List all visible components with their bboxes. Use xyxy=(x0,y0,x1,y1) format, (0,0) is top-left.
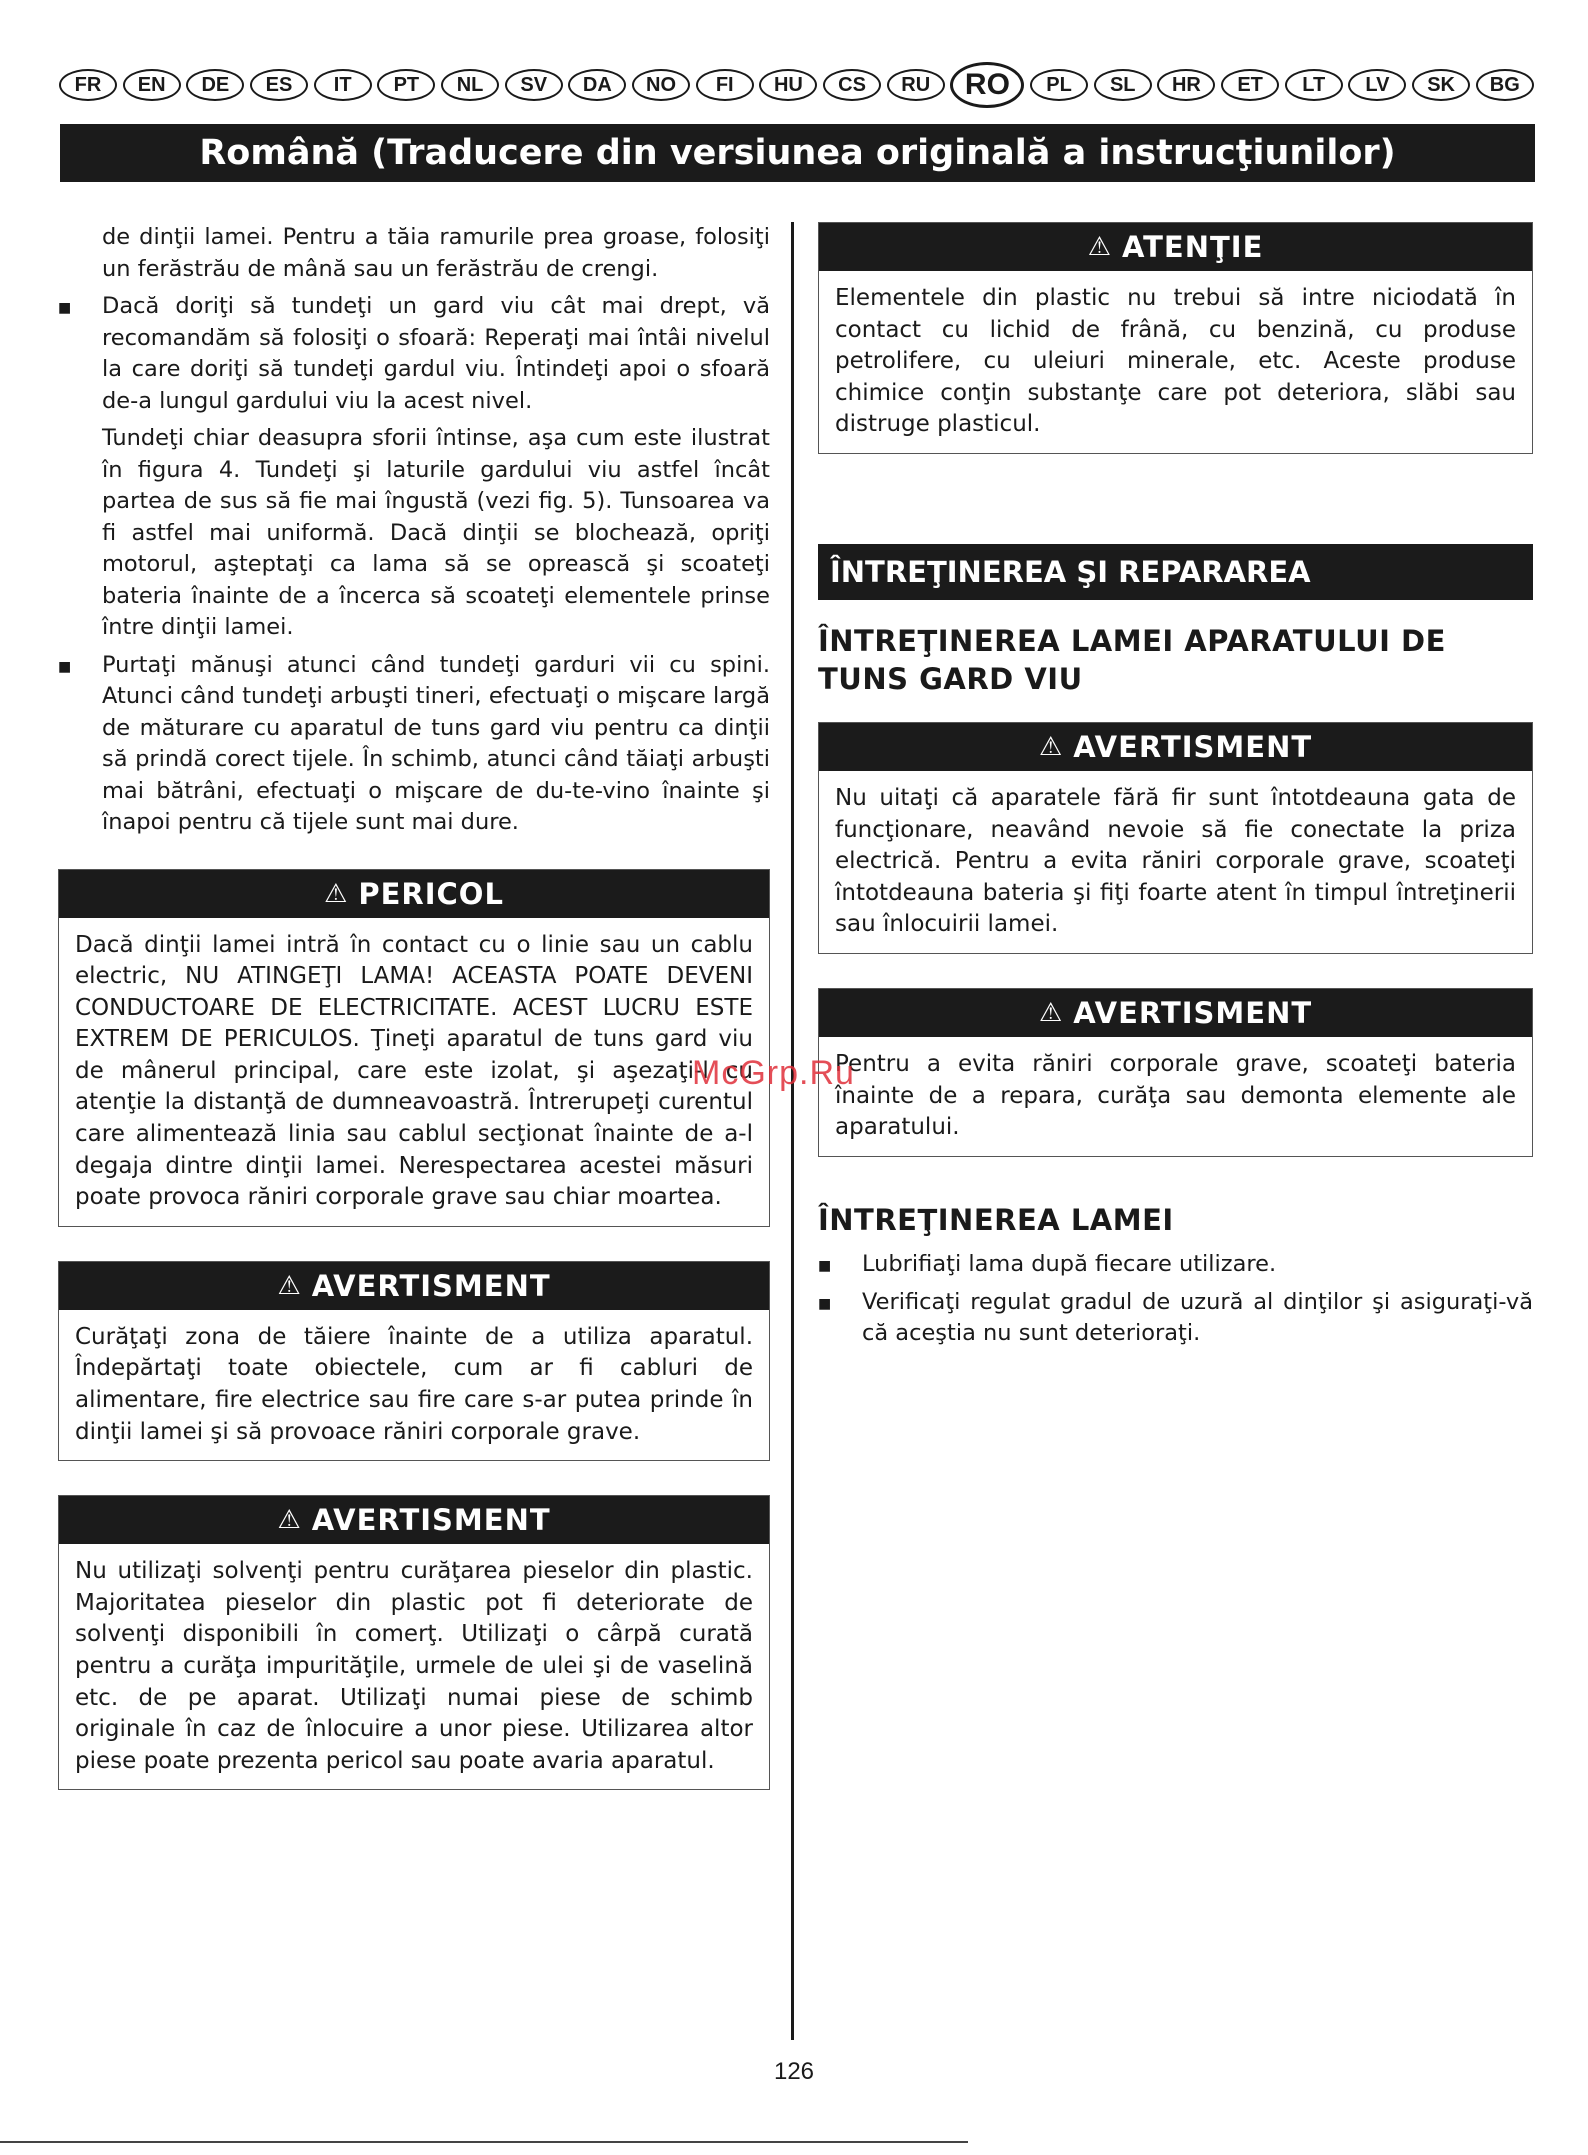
warning-box xyxy=(58,1261,770,1461)
language-tab-no[interactable]: NO xyxy=(632,69,690,101)
left-column xyxy=(58,222,770,1790)
box-text: Curăţaţi zona de tăiere înainte de a utiliza aparatul. Îndepărtaţi toate obiectele, cum ar fi cabluri de alimentare, fire electrice sau fire care s-ar putea prinde în dinţii lamei şi să provoace răniri corporale grave. xyxy=(75,1323,753,1445)
warning-triangle-icon: ⚠ xyxy=(1038,997,1064,1028)
box-title: AVERTISMENT xyxy=(1073,995,1313,1030)
box-header xyxy=(819,223,1532,271)
box-header xyxy=(819,989,1532,1037)
language-tab-es[interactable]: ES xyxy=(250,69,308,101)
subsection-heading: ÎNTREŢINEREA LAMEI APARATULUI DE TUNS GARD VIU xyxy=(818,623,1446,696)
box-text: Nu uitaţi că aparatele fără fir sunt întotdeauna gata de funcţionare, neavând nevoie să fie conectate la priza electrică. Pentru a evita răniri corporale grave, scoateţi întotdeauna bateria şi fiţi foarte atent în timpul întreţinerii sau înlocuirii lamei. xyxy=(835,784,1516,938)
box-text: Elementele din plastic nu trebui să intre niciodată în contact cu lichid de frână, cu benzină, cu produse petrolifere, cu uleiuri minerale, etc. Aceste produse chimice conţin substanţe care pot deteriora, slăbi sau distruge plasticul. xyxy=(835,285,1516,438)
subsection-heading: ÎNTREŢINEREA LAMEI xyxy=(818,1202,1174,1237)
language-tab-ro[interactable]: RO xyxy=(950,62,1024,108)
warning-triangle-icon: ⚠ xyxy=(324,878,349,909)
box-header xyxy=(819,723,1532,771)
page-number: 126 xyxy=(773,2058,815,2085)
warning-triangle-icon: ⚠ xyxy=(277,1270,302,1301)
language-tab-sl[interactable]: SL xyxy=(1094,69,1152,101)
footer-rule xyxy=(0,2141,968,2143)
warning-box xyxy=(58,1495,770,1790)
paragraph: Tundeţi chiar deasupra sforii întinse, aşa cum este ilustrat în figura 4. Tundeţi şi laturile gardului viu astfel încât partea de sus să fie mai îngustă (vezi fig. 5). Tunsoarea va fi astfel mai uniformă. Dacă dinţii se blochează, opriţi motorul, aşteptaţi ca lama să se oprească şi scoateţi bateria înainte de a încerca să scoateţi elementele prinse între dinţii lamei. xyxy=(102,425,770,640)
warning-triangle-icon: ⚠ xyxy=(1038,731,1064,762)
list-item xyxy=(818,1287,1533,1350)
box-header xyxy=(59,870,769,918)
box-title: AVERTISMENT xyxy=(1073,729,1313,764)
language-tab-hr[interactable]: HR xyxy=(1157,69,1215,101)
column-divider xyxy=(791,222,794,2040)
list-item-text: Dacă doriţi să tundeţi un gard viu cât mai drept, vă recomandăm să folosiţi o sfoară: Reperaţi mai întâi nivelul la care doriţi să tundeţi gardul viu. Întindeţi apoi o sfoară de-a lungul gardului viu la acest nivel. xyxy=(102,293,770,414)
right-column xyxy=(818,222,1533,1350)
language-tab-fr[interactable]: FR xyxy=(59,69,117,101)
language-tab-lt[interactable]: LT xyxy=(1285,69,1343,101)
warning-box xyxy=(818,988,1533,1157)
language-tab-et[interactable]: ET xyxy=(1221,69,1279,101)
language-tab-ru[interactable]: RU xyxy=(887,69,945,101)
box-title: PERICOL xyxy=(358,876,504,911)
box-title: AVERTISMENT xyxy=(311,1503,551,1538)
danger-box xyxy=(58,869,770,1227)
box-header xyxy=(59,1496,769,1544)
list-item xyxy=(818,1249,1533,1283)
paragraph: de dinţii lamei. Pentru a tăia ramurile prea groase, folosiţi un ferăstrău de mână sau un ferăstrău de crengi. xyxy=(102,224,770,282)
language-selector xyxy=(59,67,1534,103)
watermark: McGrp.Ru xyxy=(692,1054,855,1092)
bullet-icon: ■ xyxy=(818,1295,832,1312)
list-item-text: Lubrifiaţi lama după fiecare utilizare. xyxy=(862,1250,1277,1277)
list-item-text: Purtaţi mănuşi atunci când tundeţi garduri vii cu spini. Atunci când tundeţi arbuşti tineri, efectuaţi o mişcare largă de măturare cu aparatul de tuns gard viu pentru ca dinţii să prindă corect tijele. În schimb, atunci când tăiaţi arbuşti mai bătrâni, efectuaţi o mişcare de du-te-vino înainte şi înapoi pentru că tijele sunt mai dure. xyxy=(102,651,770,835)
box-text: Nu utilizaţi solvenţi pentru curăţarea pieselor din plastic. Majoritatea pieselor din plastic pot fi deteriorate de solvenţi disponibili în comerţ. Utilizaţi o cârpă curată pentru a curăţa impurităţile, urmele de ulei şi de vaselină etc. de pe aparat. Utilizaţi numai piese de schimb originale în caz de înlocuire a unor piese. Utilizarea altor piese poate prezenta pericol sau poate avaria aparatul. xyxy=(75,1558,753,1774)
language-tab-sk[interactable]: SK xyxy=(1412,69,1470,101)
language-tab-cs[interactable]: CS xyxy=(823,69,881,101)
language-tab-de[interactable]: DE xyxy=(186,69,244,101)
list-item xyxy=(58,291,770,417)
language-tab-bg[interactable]: BG xyxy=(1476,69,1534,101)
box-header xyxy=(59,1262,769,1310)
language-tab-pt[interactable]: PT xyxy=(377,69,435,101)
list-item-text: Verificaţi regulat gradul de uzură al dinţilor şi asiguraţi-vă că aceştia nu sunt deterioraţi. xyxy=(862,1288,1533,1347)
language-tab-fi[interactable]: FI xyxy=(696,69,754,101)
box-title: AVERTISMENT xyxy=(311,1268,551,1303)
box-title: ATENŢIE xyxy=(1121,230,1264,264)
warning-triangle-icon: ⚠ xyxy=(277,1505,302,1536)
bullet-icon: ■ xyxy=(818,1257,832,1274)
bullet-icon: ■ xyxy=(58,300,72,316)
box-text: Pentru a evita răniri corporale grave, scoateţi bateria înainte de a repara, curăţa sau demonta elemente ale aparatului. xyxy=(835,1050,1516,1141)
language-tab-en[interactable]: EN xyxy=(123,69,181,101)
section-heading: ÎNTREŢINEREA ŞI REPARAREA xyxy=(818,544,1533,600)
language-tab-sv[interactable]: SV xyxy=(505,69,563,101)
language-tab-da[interactable]: DA xyxy=(568,69,626,101)
bullet-icon: ■ xyxy=(58,658,72,675)
list-item xyxy=(58,650,770,839)
language-tab-it[interactable]: IT xyxy=(314,69,372,101)
language-tab-pl[interactable]: PL xyxy=(1030,69,1088,101)
warning-triangle-icon: ⚠ xyxy=(1087,232,1112,262)
language-tab-lv[interactable]: LV xyxy=(1348,69,1406,101)
page-title: Română (Traducere din versiunea originală a instrucţiunilor) xyxy=(60,124,1535,182)
box-text: Dacă dinţii lamei intră în contact cu o linie sau un cablu electric, NU ATINGEŢI LAMA! ACEASTA POATE DEVENI CONDUCTOARE DE ELECTRICITATE. ACEST LUCRU ESTE EXTREM DE PERICULOS. Ţineţi aparatul de tuns gard viu de mânerul principal, care este izolat, şi aşezaţi-l cu atenţie la distanţă de dumneavoastră. Întrerupeţi curentul care alimentează linia sau cablul secţionat înainte de a-l degaja dintre dinţii lamei. Nerespectarea acestei măsuri poate provoca răniri corporale grave sau chiar moartea. xyxy=(75,931,753,1211)
warning-box xyxy=(818,722,1533,954)
caution-box xyxy=(818,222,1533,454)
language-tab-nl[interactable]: NL xyxy=(441,69,499,101)
language-tab-hu[interactable]: HU xyxy=(759,69,817,101)
